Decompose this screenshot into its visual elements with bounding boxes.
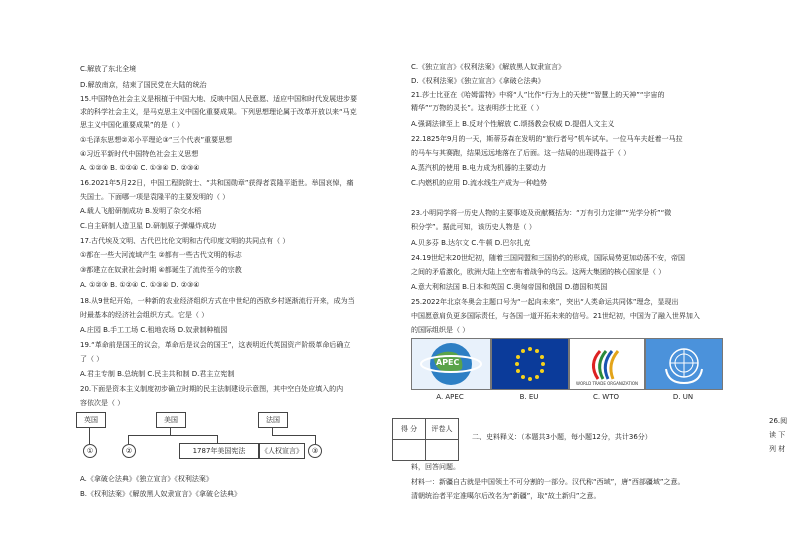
right-column <box>400 0 794 560</box>
connector <box>272 435 316 436</box>
connector <box>272 427 273 435</box>
option-text: C.《独立宣言》《权利法案》《解放黑人奴隶宣言》 <box>411 63 566 71</box>
side-note: 读 下 <box>769 431 786 439</box>
org-logos <box>411 338 721 408</box>
score-label: 得 分 <box>393 419 426 440</box>
eu-stars-icon <box>492 339 568 389</box>
blank-mark-2: ② <box>122 444 136 458</box>
connector <box>315 435 316 444</box>
question-text: 求的科学社会主义，是马克思主义中国化重要成果。下列思想理论属于改革开放以来“马克 <box>80 108 357 116</box>
wto-logo-text: WORLD TRADE ORGANIZATION <box>575 381 638 386</box>
un-logo <box>645 338 723 390</box>
connector <box>128 435 129 444</box>
diagram-england: 英国 <box>76 412 106 428</box>
material-text: 材料一：新疆自古就是中国领土不可分割的一部分。汉代称“西域”，唐“西部疆域”之意。 <box>411 478 685 486</box>
question-text: 25.2022年北京冬奥会主题口号为“一起向未来”，突出“人类命运共同体”理念，显现出 <box>411 298 679 306</box>
question-text: 料，回答问题。 <box>411 463 460 471</box>
option-text: A.君主专制 B.总统制 C.民主共和制 D.君主立宪制 <box>80 370 235 378</box>
eu-flag <box>491 338 569 390</box>
question-text: 的马车与其赛跑，结果远远地落在了后面。这一结局的出现得益于（ ） <box>411 149 631 157</box>
grader-cell[interactable] <box>426 440 459 461</box>
question-text: 17.古代埃及文明、古代巴比伦文明和古代印度文明的共同点有（ ） <box>80 237 290 245</box>
score-cell[interactable] <box>393 440 426 461</box>
connector <box>170 427 171 435</box>
question-text: 时最基本的经济社会组织方式。它是（ ） <box>80 311 209 319</box>
option-text: ③都建立在奴隶社会时期 ④都诞生了流传至今的宗教 <box>80 266 242 274</box>
side-note: 列 材 <box>769 445 786 453</box>
option-text: ①毛泽东思想②邓小平理论③“三个代表”重要思想 <box>80 136 233 144</box>
question-text: 18.从9世纪开始，一种新的农业经济组织方式在中世纪的西欧乡村逐渐流行开来，成为当 <box>80 297 355 305</box>
question-text: 了（ ） <box>80 355 104 363</box>
diagram-usa: 美国 <box>156 412 186 428</box>
logo-caption: D. UN <box>672 393 694 401</box>
question-text: 失国士。下面哪一项是袁隆平的主要发明的（ ） <box>80 193 230 201</box>
grader-label: 评卷人 <box>426 419 459 440</box>
un-emblem-icon <box>646 339 722 389</box>
question-text: 思主义中国化重要成果”的是（ ） <box>80 121 184 129</box>
wto-logo <box>569 338 645 390</box>
apec-logo-text: APEC <box>436 358 460 367</box>
blank-mark-3: ③ <box>308 444 322 458</box>
apec-logo <box>411 338 491 390</box>
score-table <box>392 418 459 461</box>
logo-caption: B. EU <box>519 393 539 401</box>
option-text: A.意大利和法国 B.日本和英国 C.奥匈帝国和俄国 D.德国和英国 <box>411 283 608 291</box>
connector <box>128 435 218 436</box>
option-text: A. ①②③ B. ①②④ C. ①③④ D. ②③④ <box>80 164 200 172</box>
option-text: A.贝多芬 B.达尔文 C.牛顿 D.巴尔扎克 <box>411 239 531 247</box>
question-text: 20.下面是资本主义制度初步确立时期的民主法制建设示意图，其中空白处应填入的内 <box>80 385 344 393</box>
diagram-constitution: 1787年美国宪法 <box>179 443 259 459</box>
question-text: 的国际组织是（ ） <box>411 326 470 334</box>
option-text: A.《拿破仑法典》《独立宣言》《权利法案》 <box>80 475 213 483</box>
option-text: C.内燃机的应用 D.流水线生产成为一种趋势 <box>411 179 547 187</box>
question-text: 24.19世纪末20世纪初，随着三国同盟和三国协约的形成，国际局势更加动荡不安，帝国 <box>411 254 685 262</box>
question-text: 23.小明同学将一历史人物的主要事迹及贡献概括为：“万有引力定律”“光学分析”“微 <box>411 209 672 217</box>
connector <box>89 427 90 444</box>
question-text: 22.1825年9月的一天，斯蒂芬森在发明的“旅行者号”机车试车。一位马车夫赶着一马拉 <box>411 135 683 143</box>
left-column <box>0 0 390 560</box>
question-text: 21.莎士比亚在《哈姆雷特》中将“人”比作“行为上的天使”“智慧上的天神”“宇宙的 <box>411 91 665 99</box>
option-text: A.强调法律至上 B.反对个性解放 C.颂扬教会权威 D.提倡人文主义 <box>411 120 615 128</box>
option-text: D.解放南京，结束了国民党在大陆的统治 <box>80 81 207 89</box>
question-text: 中国愿意肩负更多国际责任，与各国一道开拓未来的信号。21世纪初，中国为了融入世界加入 <box>411 312 700 320</box>
option-text: ④习近平新时代中国特色社会主义思想 <box>80 150 199 158</box>
question-text: 16.2021年5月22日，中国工程院院士、“共和国勋章”获得者袁隆平逝世。举国哀悼，痛 <box>80 179 354 187</box>
option-text: C.自主研制人造卫星 D.研制原子弹爆炸成功 <box>80 222 216 230</box>
section-heading: 二、史料释义：（本题共3小题，每小题12分，共计36分） <box>472 433 652 441</box>
question-text: 19.“革命前是国王的议会，革命后是议会的国王”，这表明近代英国资产阶级革命后确立 <box>80 341 351 349</box>
option-text: B.《权利法案》《解放黑人奴隶宣言》《拿破仑法典》 <box>80 490 242 498</box>
material-text: 清朝统治者平定准噶尔后改名为“新疆”，取“故土新归”之意。 <box>411 492 601 500</box>
question-text: 15.中国特色社会主义是根植于中国大地、反映中国人民意愿、适应中国和时代发展进步要 <box>80 95 358 103</box>
question-text: 精华”“万物的灵长”。这表明莎士比亚（ ） <box>411 104 544 112</box>
option-text: A.庄园 B.手工工场 C.租地农场 D.奴隶制种植园 <box>80 326 228 334</box>
question-text: 之间的矛盾激化，欧洲大陆上空密布着战争的乌云。这两大集团的核心国家是（ ） <box>411 268 666 276</box>
option-text: A.载人飞船研制成功 B.发明了杂交水稻 <box>80 207 202 215</box>
diagram-rights: 《人权宣言》 <box>259 443 305 459</box>
side-note: 26.阅 <box>769 417 788 425</box>
question-text: 积分学”。据此可知，该历史人物是（ ） <box>411 223 536 231</box>
logo-caption: C. WTO <box>592 393 620 401</box>
option-text: C.解放了东北全境 <box>80 65 137 73</box>
blank-mark-1: ① <box>83 444 97 458</box>
diagram-france: 法国 <box>258 412 288 428</box>
option-text: D.《权利法案》《独立宣言》《拿破仑法典》 <box>411 77 545 85</box>
logo-caption: A. APEC <box>436 393 464 401</box>
option-text: A. ①②③ B. ①②④ C. ①③④ D. ②③④ <box>80 281 200 289</box>
question-text: 容依次是（ ） <box>80 399 125 407</box>
legal-system-diagram <box>76 412 322 466</box>
option-text: A.蒸汽机的使用 B.电力成为机器的主要动力 <box>411 164 547 172</box>
option-text: ①都在一些大河流域产生 ②都有一些古代文明的标志 <box>80 251 242 259</box>
